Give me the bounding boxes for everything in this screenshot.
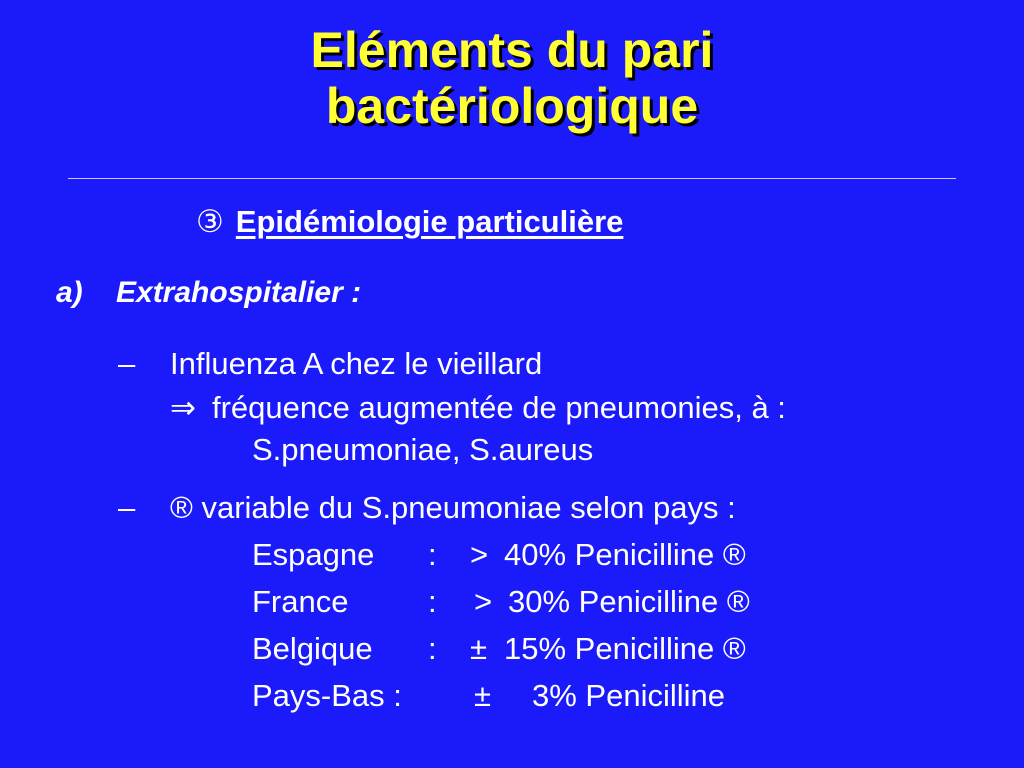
resistance-sign: > bbox=[474, 584, 493, 619]
bullet-1-line-3: S.pneumoniae, S.aureus bbox=[252, 432, 594, 467]
resistance-value: 30% Penicilline ® bbox=[508, 584, 750, 619]
title-divider bbox=[68, 178, 956, 179]
row-colon: : bbox=[428, 584, 437, 619]
resistance-value: 3% Penicilline bbox=[532, 678, 725, 713]
country-name: Pays-Bas : bbox=[252, 678, 402, 713]
resistance-value: 40% Penicilline ® bbox=[504, 537, 746, 572]
subsection-marker: a) bbox=[56, 276, 83, 309]
bullet-1-text: Influenza A chez le vieillard bbox=[170, 346, 543, 381]
section-heading bbox=[196, 204, 623, 240]
resistance-sign: ± bbox=[474, 678, 492, 713]
bullet-1-line-2: fréquence augmentée de pneumonies, à : bbox=[212, 390, 786, 425]
row-colon: : bbox=[428, 537, 437, 572]
title-line-2: bactériologique bbox=[325, 78, 699, 134]
title-line-1: Eléments du pari bbox=[310, 22, 714, 78]
row-colon: : bbox=[428, 631, 437, 666]
resistance-sign: > bbox=[470, 537, 489, 572]
section-title: Epidémiologie particulière bbox=[235, 204, 624, 239]
bullet-2-text: ® variable du S.pneumoniae selon pays : bbox=[170, 490, 736, 525]
slide-title bbox=[0, 22, 1024, 134]
resistance-value: 15% Penicilline ® bbox=[504, 631, 746, 666]
bullet-dash-1: – bbox=[118, 346, 136, 381]
country-name: Espagne bbox=[252, 537, 375, 572]
subsection-title: Extrahospitalier : bbox=[116, 276, 362, 309]
section-number: ③ bbox=[196, 204, 224, 239]
country-name: France bbox=[252, 584, 349, 619]
implies-arrow-icon: ⇒ bbox=[170, 390, 196, 425]
bullet-dash-2: – bbox=[118, 490, 136, 525]
country-name: Belgique bbox=[252, 631, 373, 666]
resistance-sign: ± bbox=[470, 631, 488, 666]
